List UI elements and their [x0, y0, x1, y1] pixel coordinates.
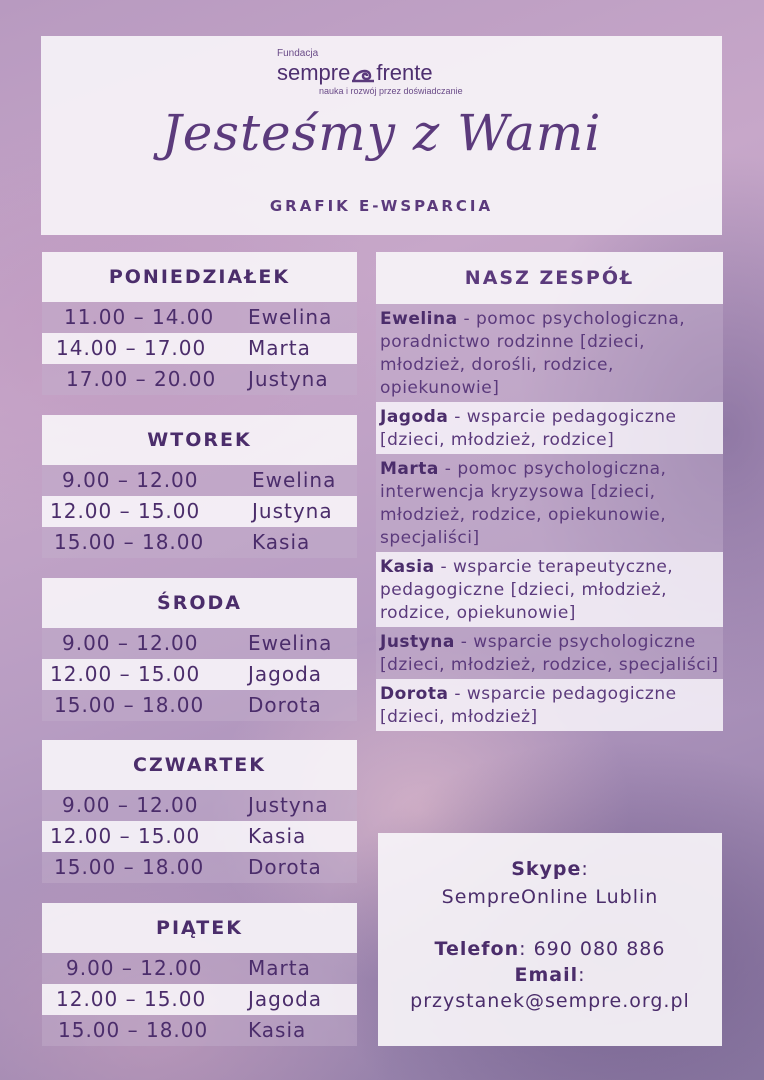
day-name: CZWARTEK: [42, 740, 357, 790]
day-name: ŚRODA: [42, 578, 357, 628]
schedule-slot: [42, 302, 357, 333]
schedule-slot: [42, 527, 357, 558]
slot-person: Ewelina: [248, 631, 333, 655]
member-name: Jagoda: [380, 407, 449, 427]
skype-colon: :: [581, 858, 589, 880]
phone-value[interactable]: 690 080 886: [533, 938, 666, 960]
schedule-slot: [42, 465, 357, 496]
contact-panel: [378, 833, 722, 1046]
slot-person: Justyna: [252, 499, 333, 523]
slot-time: 9.00 – 12.00: [62, 631, 199, 655]
day-card-friday: [42, 903, 357, 1046]
slot-person: Jagoda: [248, 987, 323, 1011]
header-panel: [41, 36, 722, 235]
slot-time: 15.00 – 18.00: [54, 693, 205, 717]
slot-person: Justyna: [248, 367, 329, 391]
team-member: [376, 552, 723, 627]
member-description: - wsparcie pedagogiczne [dzieci, młodzież]: [380, 684, 677, 727]
member-name: Justyna: [380, 632, 455, 652]
email-label: Email: [514, 964, 579, 986]
schedule-slot: [42, 821, 357, 852]
team-panel: [376, 252, 723, 804]
day-card-thursday: [42, 740, 357, 883]
phone-row: [378, 938, 722, 960]
phone-label: Telefon: [434, 938, 520, 960]
skype-label-row: [378, 858, 722, 880]
snail-icon: [350, 63, 376, 83]
page-subtitle: GRAFIK E-WSPARCIA: [269, 197, 494, 215]
schedule-slot: [42, 790, 357, 821]
email-label-row: [378, 964, 722, 986]
member-description: - pomoc psychologiczna, poradnictwo rodzinne [dzieci, młodzież, dorośli, rodzice, opiekunowie]: [380, 309, 686, 398]
day-card-wednesday: [42, 578, 357, 721]
schedule-slot: [42, 496, 357, 527]
logo-left-word: sempre: [277, 60, 351, 85]
team-title: NASZ ZESPÓŁ: [376, 252, 723, 304]
team-member: [376, 402, 723, 454]
member-description: - wsparcie psychologiczne [dzieci, młodzież, rodzice, specjaliści]: [380, 632, 719, 675]
team-list: [376, 304, 723, 804]
slot-person: Ewelina: [248, 305, 333, 329]
day-card-monday: [42, 252, 357, 395]
slot-person: Dorota: [248, 855, 322, 879]
member-name: Marta: [380, 459, 439, 479]
team-member: [376, 679, 723, 731]
slot-time: 9.00 – 12.00: [62, 793, 199, 817]
slot-person: Kasia: [252, 530, 311, 554]
schedule-slot: [42, 984, 357, 1015]
skype-value[interactable]: SempreOnline Lublin: [441, 886, 659, 908]
schedule-slot: [42, 852, 357, 883]
slot-person: Marta: [248, 336, 311, 360]
slot-person: Dorota: [248, 693, 322, 717]
logo-foundation-label: Fundacja: [277, 48, 319, 59]
slot-person: Ewelina: [252, 468, 337, 492]
member-name: Ewelina: [380, 309, 458, 329]
slot-person: Justyna: [248, 793, 329, 817]
slot-time: 17.00 – 20.00: [66, 367, 217, 391]
slot-person: Jagoda: [248, 662, 323, 686]
logo-tagline: nauka i rozwój przez doświadczanie: [319, 86, 463, 96]
member-description: - pomoc psychologiczna, interwencja kryzysowa [dzieci, młodzież, rodzice, opiekunowie, specjaliści]: [380, 459, 667, 548]
logo-wordmark: [277, 60, 433, 86]
day-name: PIĄTEK: [42, 903, 357, 953]
schedule-slot: [42, 659, 357, 690]
member-name: Dorota: [380, 684, 449, 704]
logo-right-word: frente: [376, 60, 433, 85]
slot-person: Kasia: [248, 824, 307, 848]
slot-time: 15.00 – 18.00: [54, 530, 205, 554]
member-description: - wsparcie pedagogiczne [dzieci, młodzież, rodzice]: [380, 407, 677, 450]
schedule-slot: [42, 690, 357, 721]
day-name: WTOREK: [42, 415, 357, 465]
member-name: Kasia: [380, 557, 435, 577]
slot-time: 9.00 – 12.00: [62, 468, 199, 492]
team-member: [376, 304, 723, 402]
slot-time: 12.00 – 15.00: [50, 499, 201, 523]
slot-time: 15.00 – 18.00: [54, 855, 205, 879]
schedule-slot: [42, 333, 357, 364]
schedule-slot: [42, 628, 357, 659]
slot-time: 11.00 – 14.00: [64, 305, 215, 329]
slot-time: 9.00 – 12.00: [66, 956, 203, 980]
member-description: - wsparcie terapeutyczne, pedagogiczne [dzieci, młodzież, rodzice, opiekunowie]: [380, 557, 674, 623]
slot-time: 12.00 – 15.00: [50, 824, 201, 848]
email-value[interactable]: przystanek@sempre.org.pl: [410, 990, 690, 1012]
slot-person: Kasia: [248, 1018, 307, 1042]
schedule-slot: [42, 953, 357, 984]
day-name: PONIEDZIAŁEK: [42, 252, 357, 302]
slot-time: 12.00 – 15.00: [50, 662, 201, 686]
skype-label: Skype: [511, 858, 582, 880]
email-colon: :: [578, 964, 586, 986]
day-card-tuesday: [42, 415, 357, 558]
team-member: [376, 627, 723, 679]
slot-person: Marta: [248, 956, 311, 980]
phone-colon: :: [519, 938, 527, 960]
slot-time: 14.00 – 17.00: [56, 336, 207, 360]
slot-time: 15.00 – 18.00: [58, 1018, 209, 1042]
page-title: Jesteśmy z Wami: [161, 104, 602, 162]
slot-time: 12.00 – 15.00: [56, 987, 207, 1011]
schedule-slot: [42, 364, 357, 395]
team-member: [376, 454, 723, 552]
schedule-slot: [42, 1015, 357, 1046]
